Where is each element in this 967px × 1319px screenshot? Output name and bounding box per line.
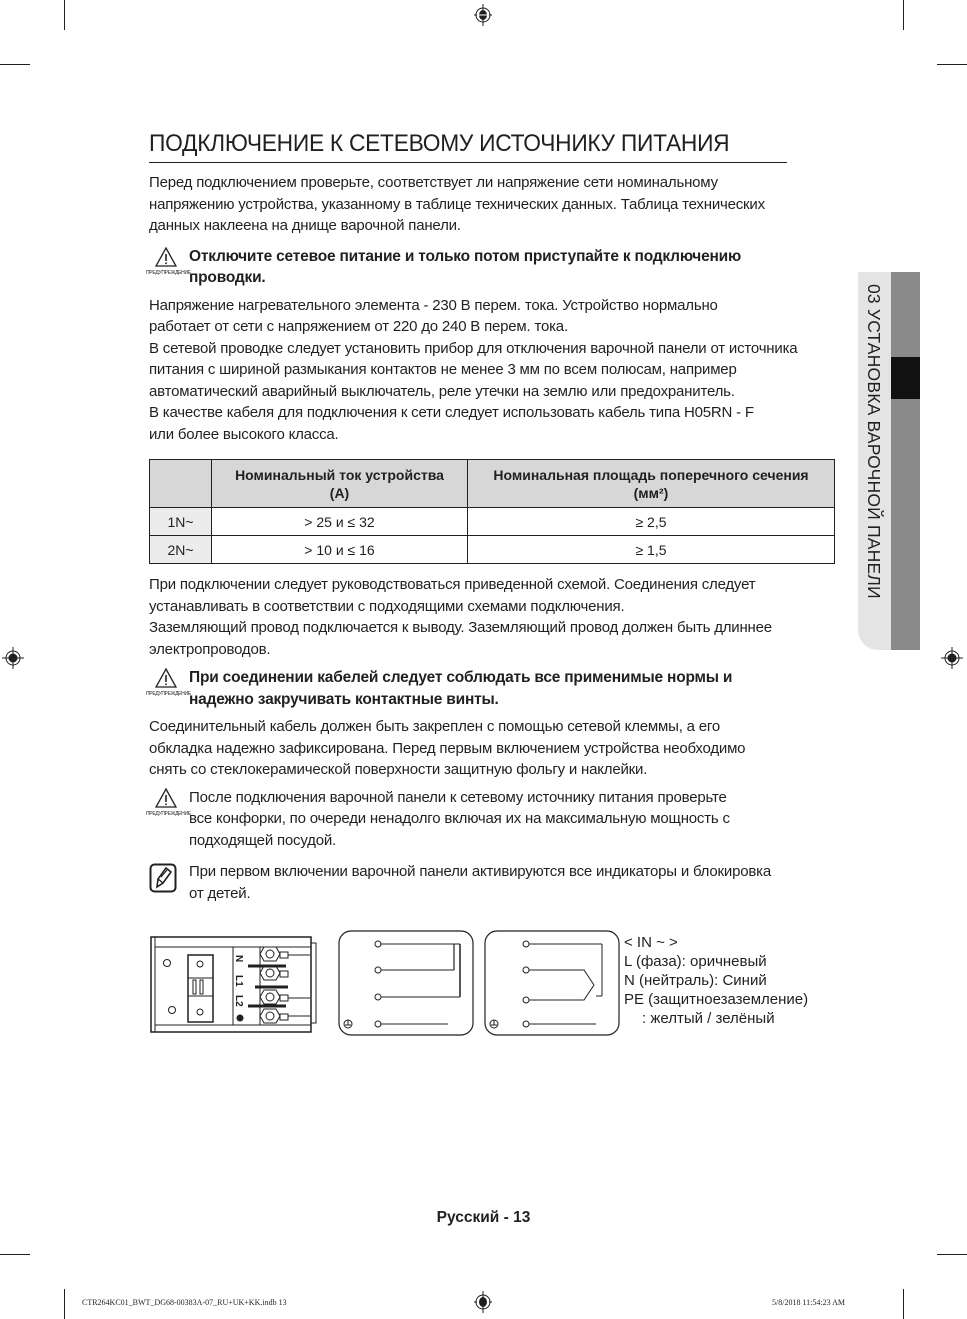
ground-symbol-icon bbox=[344, 1020, 352, 1028]
warning-triangle-icon bbox=[155, 668, 177, 688]
print-slug-file: CTR264KC01_BWT_DG68-00383A-07_RU+UK+KK.indb 13 bbox=[82, 1298, 287, 1307]
terminal-label-l2: L2 bbox=[233, 995, 244, 1007]
note-block bbox=[149, 861, 835, 904]
table-header-cell: Номинальная площадь поперечного сечения (мм²) bbox=[468, 460, 835, 508]
section-tab-bar bbox=[891, 272, 920, 650]
crop-mark bbox=[937, 64, 967, 65]
page-number: Русский - 13 bbox=[436, 1209, 531, 1226]
registration-mark-icon bbox=[472, 4, 494, 26]
crop-mark bbox=[64, 0, 65, 30]
table-row bbox=[150, 508, 835, 536]
registration-mark-icon bbox=[941, 647, 963, 669]
table-cell: > 25 и ≤ 32 bbox=[212, 508, 468, 536]
crop-mark bbox=[0, 1254, 30, 1255]
scheme-paragraph: При подключении следует руководствоваться приведенной схемой. Соединения следует устанавливать в соответствии с подходящими схемами подключения. Заземляющий провод подключается к выводу. Заземляющий провод должен быть длиннее электропроводов. bbox=[149, 576, 772, 658]
table-cell: 1N~ bbox=[150, 508, 212, 536]
wiring-diagram-2 bbox=[484, 930, 622, 1038]
table-cell: ≥ 2,5 bbox=[468, 508, 835, 536]
table-cell: ≥ 1,5 bbox=[468, 536, 835, 564]
table-cell: > 10 и ≤ 16 bbox=[212, 536, 468, 564]
note-text: При первом включении варочной панели активируются все индикаторы и блокировка от детей. bbox=[189, 863, 771, 902]
terminal-label-l1: L1 bbox=[233, 975, 244, 987]
cable-spec-table bbox=[149, 459, 835, 564]
table-header-row bbox=[150, 460, 835, 508]
table-header-cell: Номинальный ток устройства (А) bbox=[212, 460, 468, 508]
terminal-block-diagram bbox=[150, 935, 318, 1035]
table-header-cell bbox=[150, 460, 212, 508]
warning-label: ПРЕДУПРЕЖДЕНИЕ bbox=[146, 269, 191, 276]
print-slug-date: 5/8/2018 11:54:23 AM bbox=[772, 1298, 846, 1307]
crop-mark bbox=[64, 1289, 65, 1319]
warning-text: После подключения варочной панели к сетевому источнику питания проверьте все конфорки, по очереди ненадолго включая их на максимальную мощность с подходящей посудой. bbox=[189, 788, 730, 849]
crop-mark bbox=[0, 64, 30, 65]
voltage-paragraph: Напряжение нагревательного элемента - 230 В перем. тока. Устройство нормально работает от сети с напряжением от 220 до 240 В перем. тока. В сетевой проводке следует установить прибор для отключения варочной панели от источника питания с шириной размыкания контактов не менее 3 мм по всем полюсам, например автоматический аварийный выключатель, реле утечки на землю или предохранитель. В качестве кабеля для подключения к сети следует использовать кабель типа H05RN - F или более высокого класса. bbox=[149, 296, 798, 443]
registration-mark-icon bbox=[2, 647, 24, 669]
section-tab-marker bbox=[891, 357, 920, 399]
crop-mark bbox=[937, 1254, 967, 1255]
wire-color-legend: < IN ~ > L (фаза): оричневый N (нейтраль): Синий PE (защитноезаземление) : желтый / зелёный bbox=[624, 934, 809, 1027]
warning-triangle-icon bbox=[155, 788, 177, 808]
warning-block bbox=[146, 667, 835, 710]
registration-mark-icon bbox=[472, 1291, 494, 1313]
section-tab-label: 03 УСТАНОВКА ВАРОЧНОЙ ПАНЕЛИ bbox=[864, 284, 884, 599]
page-title: ПОДКЛЮЧЕНИЕ К СЕТЕВОМУ ИСТОЧНИКУ ПИТАНИЯ bbox=[149, 128, 787, 163]
ground-terminal-icon bbox=[237, 1015, 244, 1022]
note-pencil-icon bbox=[149, 863, 177, 893]
ground-symbol-icon bbox=[490, 1020, 498, 1028]
wiring-diagram-1 bbox=[338, 930, 476, 1038]
terminal-label-n: N bbox=[233, 955, 244, 963]
intro-paragraph: Перед подключением проверьте, соответствует ли напряжение сети номинальному напряжению устройства, указанному в таблице технических данных. Таблица технических данных наклеена на днище варочной панели. bbox=[149, 174, 765, 234]
warning-block bbox=[146, 246, 835, 289]
warning-text: При соединении кабелей следует соблюдать все применимые нормы и надежно закручивать контактные винты. bbox=[189, 669, 733, 708]
warning-text: Отключите сетевое питание и только потом приступайте к подключению проводки. bbox=[189, 247, 742, 286]
crop-mark bbox=[903, 0, 904, 30]
page-content bbox=[146, 128, 835, 904]
warning-block bbox=[146, 787, 835, 852]
table-cell: 2N~ bbox=[150, 536, 212, 564]
warning-triangle-icon bbox=[155, 247, 177, 267]
cable-paragraph: Соединительный кабель должен быть закреплен с помощью сетевой клеммы, а его обкладка надежно зафиксирована. Перед первым включением устройства необходимо снять со стеклокерамической поверхности защитную фольгу и наклейки. bbox=[149, 718, 746, 778]
crop-mark bbox=[903, 1289, 904, 1319]
table-row bbox=[150, 536, 835, 564]
warning-label: ПРЕДУПРЕЖДЕНИЕ bbox=[146, 810, 191, 817]
warning-label: ПРЕДУПРЕЖДЕНИЕ bbox=[146, 691, 191, 697]
